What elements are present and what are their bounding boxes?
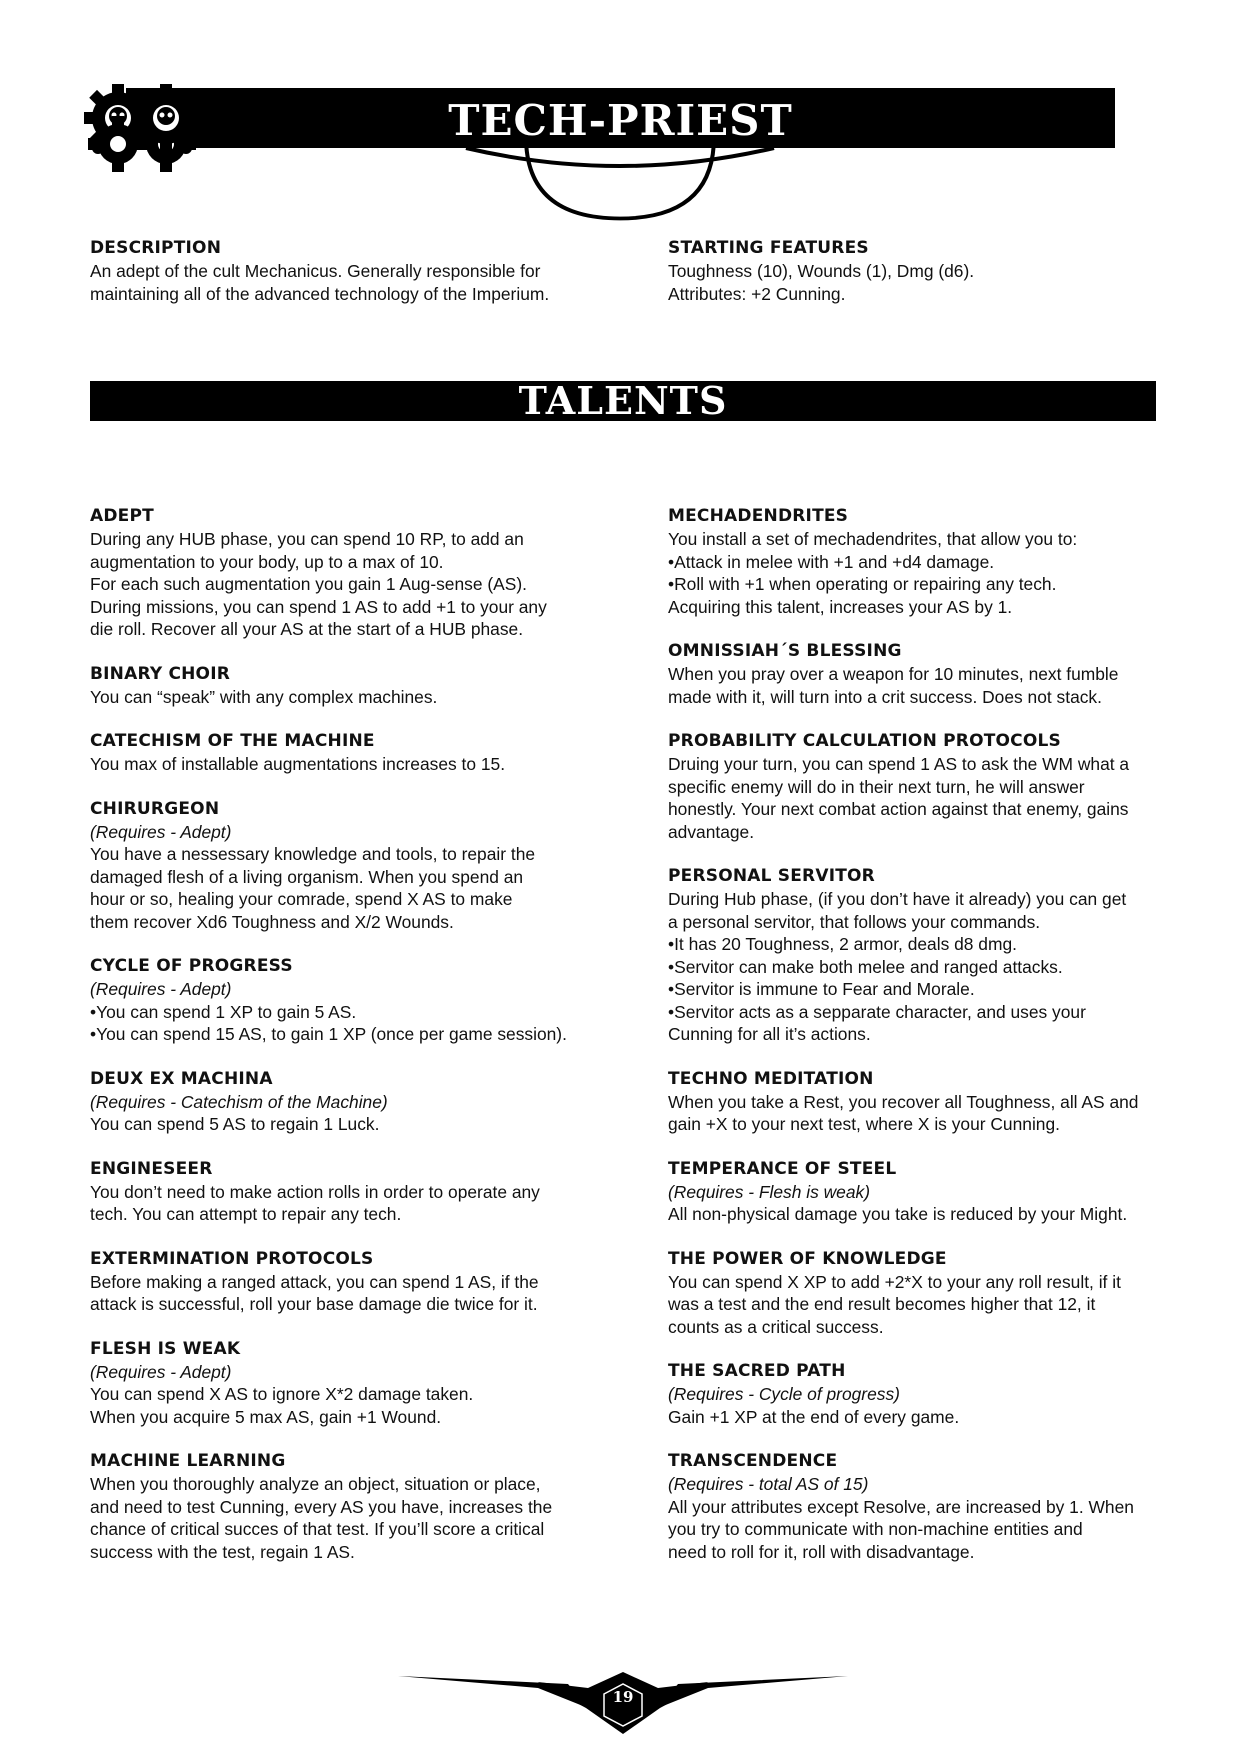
talent-name: CATECHISM OF THE MACHINE: [90, 731, 375, 751]
talent-text-line: gain +X to your next test, where X is your Cunning.: [668, 1114, 1060, 1134]
description-heading: DESCRIPTION: [90, 238, 222, 258]
talent-text-line: You install a set of mechadendrites, that allow you to:: [668, 529, 1078, 549]
talent-name: EXTERMINATION PROTOCOLS: [90, 1248, 374, 1269]
page-number: 19: [612, 1688, 634, 1706]
talent-text-line: honestly. Your next combat action against that enemy, gains: [668, 799, 1129, 819]
talent-text-line: Gain +1 XP at the end of every game.: [668, 1406, 960, 1427]
talent-text-line: All your attributes except Resolve, are increased by 1. When: [668, 1496, 1134, 1517]
talent-text-line: a personal servitor, that follows your commands.: [668, 911, 1041, 932]
talent-name: PERSONAL SERVITOR: [668, 866, 875, 886]
talent-requirement: (Requires - Catechism of the Machine): [90, 1091, 388, 1112]
talent-name: DEUX EX MACHINA: [90, 1068, 273, 1089]
talents-right-column: [668, 505, 1160, 1585]
talent-entry: [90, 1158, 668, 1226]
talent-name: ENGINESEER: [90, 1158, 213, 1179]
talent-name: BINARY CHOIR: [90, 663, 231, 684]
talent-entry: [668, 505, 1160, 618]
description-line: An adept of the cult Mechanicus. Generally responsible for: [90, 261, 541, 281]
talent-entry: [668, 1068, 1160, 1136]
talent-entry: [90, 730, 668, 776]
talent-text-line: and need to test Cunning, every AS you have, increases the: [90, 1496, 553, 1517]
talent-text-line: Cunning for all it’s actions.: [668, 1024, 871, 1044]
talent-text-line: You max of installable augmentations increases to 15.: [90, 754, 506, 774]
talent-entry: [668, 640, 1160, 708]
talent-name: THE POWER OF KNOWLEDGE: [668, 1248, 947, 1269]
talent-entry: [90, 505, 668, 641]
talent-name: ADEPT: [90, 506, 154, 526]
talent-text-line: made with it, will turn into a crit success. Does not stack.: [668, 686, 1102, 707]
talent-text-line: hour or so, healing your comrade, spend X AS to make: [90, 889, 513, 909]
talent-entry: [90, 798, 668, 934]
talent-entry: [668, 1450, 1160, 1563]
talent-text-line: All non-physical damage you take is reduced by your Might.: [668, 1204, 1128, 1224]
talent-text-line: •Roll with +1 when operating or repairing any tech.: [668, 574, 1057, 594]
talent-entry: [668, 730, 1160, 843]
talent-entry: [90, 1338, 668, 1429]
talent-name: PROBABILITY CALCULATION PROTOCOLS: [668, 731, 1061, 751]
talent-name: CHIRURGEON: [90, 798, 220, 819]
talent-text-line: augmentation to your body, up to a max of 10.: [90, 551, 444, 572]
talent-entry: [90, 1068, 668, 1136]
talent-text-line: die roll. Recover all your AS at the start of a HUB phase.: [90, 619, 524, 639]
talent-name: CYCLE OF PROGRESS: [90, 956, 293, 976]
starting-features-line: Toughness (10), Wounds (1), Dmg (d6).: [668, 261, 975, 281]
talents-list: [90, 505, 1160, 1585]
talent-text-line: Acquiring this talent, increases your AS by 1.: [668, 596, 1013, 617]
talent-name: TEMPERANCE OF STEEL: [668, 1158, 897, 1179]
talent-entry: [668, 1158, 1160, 1226]
talent-text-line: •You can spend 15 AS, to gain 1 XP (once per game session).: [90, 1024, 567, 1044]
title-banner: [86, 84, 1155, 234]
talent-text-line: was a test and the end result becomes higher that 12, it: [668, 1294, 1096, 1314]
talent-text-line: success with the test, regain 1 AS.: [90, 1541, 355, 1562]
talent-text-line: When you thoroughly analyze an object, situation or place,: [90, 1474, 541, 1494]
talent-text-line: •Servitor is immune to Fear and Morale.: [668, 979, 975, 999]
talent-text-line: need to roll for it, roll with disadvantage.: [668, 1541, 975, 1562]
talent-requirement: (Requires - Adept): [90, 821, 232, 842]
talent-name: TECHNO MEDITATION: [668, 1068, 874, 1089]
talent-text-line: You don’t need to make action rolls in order to operate any: [90, 1181, 540, 1202]
talent-text-line: When you pray over a weapon for 10 minutes, next fumble: [668, 664, 1119, 684]
talent-text-line: specific enemy will do in their next turn, he will answer: [668, 776, 1085, 797]
talent-requirement: (Requires - Flesh is weak): [668, 1181, 870, 1202]
talent-entry: [90, 663, 668, 709]
talent-entry: [90, 1450, 668, 1563]
talent-text-line: When you acquire 5 max AS, gain +1 Wound.: [90, 1406, 442, 1427]
talent-text-line: During any HUB phase, you can spend 10 RP, to add an: [90, 529, 524, 549]
talent-name: THE SACRED PATH: [668, 1361, 846, 1381]
talent-text-line: For each such augmentation you gain 1 Aug-sense (AS).: [90, 574, 527, 594]
talent-text-line: You can “speak” with any complex machines.: [90, 686, 438, 707]
talent-name: OMNISSIAH´S BLESSING: [668, 641, 902, 661]
talent-text-line: •Servitor can make both melee and ranged attacks.: [668, 956, 1063, 977]
talent-entry: [90, 955, 668, 1046]
talent-text-line: When you take a Rest, you recover all Toughness, all AS and: [668, 1091, 1139, 1112]
talent-text-line: You can spend X XP to add +2*X to your any roll result, if it: [668, 1271, 1121, 1292]
talent-entry: [668, 1360, 1160, 1428]
talent-text-line: You can spend 5 AS to regain 1 Luck.: [90, 1114, 380, 1134]
page-title: TECH-PRIEST: [448, 96, 793, 145]
talent-name: MACHINE LEARNING: [90, 1451, 286, 1471]
talent-text-line: •You can spend 1 XP to gain 5 AS.: [90, 1001, 357, 1022]
talent-requirement: (Requires - total AS of 15): [668, 1474, 869, 1494]
talent-text-line: advantage.: [668, 821, 755, 842]
talent-requirement: (Requires - Adept): [90, 1361, 232, 1382]
page-footer: [398, 1672, 848, 1742]
intro-section: [90, 237, 1155, 305]
talent-text-line: chance of critical succes of that test. If you’ll score a critical: [90, 1519, 545, 1539]
talent-text-line: •Servitor acts as a sepparate character, and uses your: [668, 1001, 1086, 1022]
talent-text-line: counts as a critical success.: [668, 1316, 884, 1337]
talent-text-line: •Attack in melee with +1 and +d4 damage.: [668, 551, 995, 572]
description-block: [90, 237, 668, 305]
starting-features-block: [668, 237, 1155, 305]
talent-entry: [668, 1248, 1160, 1339]
talents-left-column: [90, 505, 668, 1585]
talent-text-line: You can spend X AS to ignore X*2 damage taken.: [90, 1384, 474, 1404]
talent-entry: [90, 1248, 668, 1316]
section-title: TALENTS: [518, 378, 728, 423]
talent-text-line: Before making a ranged attack, you can spend 1 AS, if the: [90, 1271, 539, 1292]
talent-requirement: (Requires - Adept): [90, 979, 232, 999]
talent-text-line: you try to communicate with non-machine entities and: [668, 1519, 1083, 1539]
talent-text-line: Druing your turn, you can spend 1 AS to ask the WM what a: [668, 754, 1130, 774]
talent-name: FLESH IS WEAK: [90, 1338, 241, 1359]
footer-ornament: [398, 1672, 848, 1742]
talent-text-line: During missions, you can spend 1 AS to add +1 to your any: [90, 596, 547, 617]
starting-features-line: Attributes: +2 Cunning.: [668, 283, 846, 304]
talent-text-line: attack is successful, roll your base damage die twice for it.: [90, 1294, 538, 1314]
talent-text-line: damaged flesh of a living organism. When you spend an: [90, 866, 524, 887]
description-line: maintaining all of the advanced technology of the Imperium.: [90, 283, 550, 304]
starting-features-heading: STARTING FEATURES: [668, 238, 869, 258]
section-banner: [90, 378, 1156, 423]
talent-requirement: (Requires - Cycle of progress): [668, 1384, 900, 1404]
talent-text-line: •It has 20 Toughness, 2 armor, deals d8 dmg.: [668, 934, 1017, 954]
talent-text-line: During Hub phase, (if you don’t have it already) you can get: [668, 889, 1127, 909]
talent-text-line: them recover Xd6 Toughness and X/2 Wounds.: [90, 911, 454, 932]
talent-name: MECHADENDRITES: [668, 506, 849, 526]
talent-text-line: tech. You can attempt to repair any tech.: [90, 1204, 402, 1224]
talent-entry: [668, 865, 1160, 1046]
talent-name: TRANSCENDENCE: [668, 1451, 838, 1471]
talent-text-line: You have a nessessary knowledge and tools, to repair the: [90, 844, 536, 864]
